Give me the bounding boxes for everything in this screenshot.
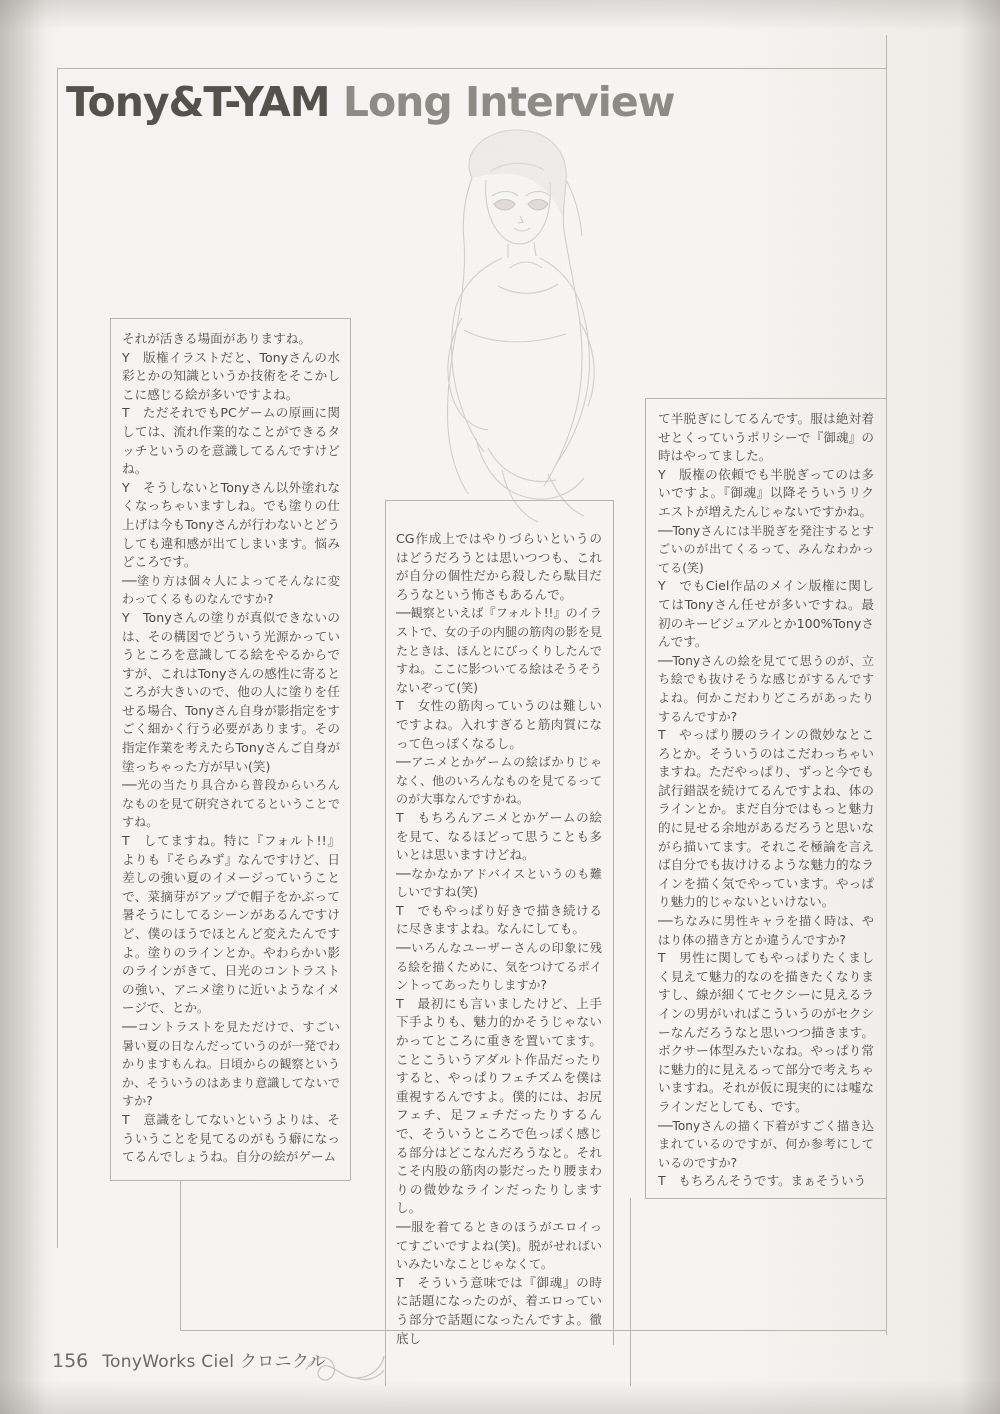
rule-bottom-left-vertical: [180, 1180, 181, 1330]
rule-left-vertical: [57, 68, 58, 1248]
paragraph: Y そうしないとTonyさん以外塗れなくなっちゃいますしね。でも塗りの仕上げは今もTonyさんが行わないとどうしても違和感が出てしまいます。悩みどころです。: [122, 479, 340, 570]
paragraph-question: ──いろんなユーザーさんの印象に残る絵を描くために、気をつけてるポイントってあったりしますか?: [396, 941, 602, 993]
folio-number: 156: [52, 1350, 89, 1372]
paragraph: T ただそれでもPCゲームの原画に関しては、流れ作業的なことができるタッチというのを意識してるんですけどね。: [122, 405, 340, 477]
paragraph-question: ──コントラストを見ただけで、すごい暑い夏の日なんだっていうのが一発でわかりますもんね。日頃からの観察というか、そういうのはあまり意識してないですか?: [122, 1019, 340, 1109]
paragraph-question: ──Tonyさんの描く下着がすごく描き込まれているのですが、何か参考にしているのですか?: [658, 1118, 874, 1170]
paragraph: T 最初にも言いましたけど、上手下手よりも、魅力的かそうじゃないかってところに重きを置いてます。ことこういうアダルト作品だったりすると、やっぱりフェチズムを僕は重視するんですよ。僕的には、お尻フェチ、足フェチだったりするんで、そういうところで色っぽく感じる部分はどこなんだろうなと。それこそ内股の筋肉の影だったり腰まわりの微妙なラインだったりしますし。: [396, 995, 602, 1216]
paragraph: て半脱ぎにしてるんです。服は絶対着せとくっていうポリシーで『御魂』の時はやってました。: [658, 411, 874, 464]
column-middle: [396, 530, 602, 1348]
page-footer: [52, 1347, 326, 1372]
paragraph: T そういう意味では『御魂』の時に話題になったのが、着エロっていう部分で話題になったんですよ。徹底し: [396, 1274, 602, 1346]
illustration-lineart: [352, 118, 682, 548]
paragraph-question: ──ちなみに男性キャラを描く時は、やはり体の描き方とか違うんですか?: [658, 914, 874, 947]
page-edge-shadow-right: [960, 0, 1000, 1414]
paragraph: T やっぱり腰のラインの微妙なところとか。そういうのはこだわっちゃいますね。ただやっぱり、ずっと今でも試行錯誤を続けてるんですよね、体のラインとか。まだ自分ではもっと魅力的に見せる余地があるだろうと思いながら描いてます。それこそ極論を言えば自分でも抜けけるような魅力的なラインを描く気でやっています。やっぱり魅力的じゃないといけない。: [658, 727, 874, 910]
paragraph-question: ──塗り方は個々人によってそんなに変わってくるものなんですか?: [122, 573, 340, 607]
paragraph-question: ──観察といえば『フォルト!!』のイラストで、女の子の内腿の筋肉の影を見たときは、ほんとにびっくりしたんですね。ここに影ついてる絵はそうそうないぞって(笑): [396, 606, 602, 695]
paragraph: T でもやっぱり好きで描き続けるに尽きますよね。なんにしても。: [396, 902, 602, 937]
paragraph-question: ──光の当たり具合から普段からいろんなものを見て研究されてるということですね。: [122, 778, 340, 830]
paragraph: T もちろんそうです。まぁそういう: [658, 1173, 867, 1189]
page-title-primary: Tony&T-YAM: [66, 78, 343, 126]
column-right: [658, 410, 874, 1191]
page-edge-shadow-left: [0, 0, 46, 1414]
paragraph: T してますね。特に『フォルト!!』よりも『そらみず』なんですけど、日差しの強い夏のイメージっていうことで、菜摘芽がアップで帽子をかぶって暑そうにしてるシーンがあるんですけど、僕のほうでほとんど変えたんですよ。塗りのラインとか。やわらかい影のラインがきて、日光のコントラストの強い、アニメ塗りに近いようなイメージで、とか。: [122, 833, 340, 1016]
paragraph: T 意識をしてないというよりは、そういうことを見てるのがもう癖になってるんでしょうね。自分の絵がゲーム: [122, 1111, 340, 1165]
rule-col-left-box-top: [110, 318, 350, 319]
page-title: [66, 78, 675, 126]
paragraph: Y 版権の依頼でも半脱ぎってのは多いですよ。『御魂』以降そういうリクエストが増えたんじゃないですかね。: [658, 466, 874, 519]
page-title-secondary: Long Interview: [342, 78, 675, 126]
rule-col-left-box-left: [110, 318, 111, 1180]
paragraph: CG作成上ではやりづらいというのはどうだろうとは思いつつも、これが自分の個性だから殺したら駄目だろうなという怖さもあるんで。: [396, 531, 602, 602]
rule-col-right-box-bottom: [645, 1198, 887, 1199]
rule-right-vertical: [886, 35, 887, 1335]
column-left: [122, 330, 340, 1167]
paragraph-question: ──服を着てるときのほうがエロイってすごいですよね(笑)。脱がせればいいみたいなことじゃなくて。: [396, 1219, 602, 1272]
page-edge-shadow-bottom: [0, 1380, 1000, 1414]
paragraph-question: ──Tonyさんの絵を見てて思うのが、立ち絵でも抜けそうな感じがするんですよね。何かこだわりどころがあったりするんですか?: [658, 653, 874, 724]
paragraph: Y 版権イラストだと、Tonyさんの水彩とかの知識というか技術をそこかしこに感じる絵が多いですよね。: [122, 349, 340, 402]
rule-col-mid-box-right: [613, 500, 614, 1345]
paragraph: それが活きる場面がありますね。: [122, 331, 311, 346]
paragraph-question: ──アニメとかゲームの絵ばかりじゃなく、他のいろんなものを見てるってのが大事なんですかね。: [396, 755, 602, 807]
rule-right-lower-vertical: [630, 1198, 631, 1386]
page-edge-shadow-top: [0, 0, 1000, 30]
paragraph: T もちろんアニメとかゲームの絵を見て、なるほどって思うことも多いとは思いますけどね。: [396, 809, 602, 863]
paragraph: Y Tonyさんの塗りが真似できないのは、その構図でどういう光源かっていうところを意識してる絵をやるからですが、これはTonyさんの感性に寄るところが大きいので、他の人に塗りを任せる場合、Tonyさん自身が影指定をすごく細かく行う必要があります。その指定作業を考えたらTonyさんご自身が塗っちゃった方が早い(笑): [122, 609, 340, 774]
rule-col-left-box-bottom: [110, 1180, 350, 1181]
paragraph: T 男性に関してもやっぱりたくましく見えて魅力的なのを描きたくなりますし、線が細くてセクシーに見えるラインの男がいればこういうのがセクシーなんだろうなと思いつつ描きます。ボクサー体型みたいなね。やっぱり常に魅力的に見えるって部分で考えちゃいますね。それが仮に現実的には嘘なラインだとしても、です。: [658, 950, 874, 1114]
paragraph: T 女性の筋肉っていうのは難しいですよね。入れすぎると筋肉質になって色っぽくなるし。: [396, 698, 602, 751]
paragraph: Y でもCiel作品のメイン版権に関してはTonyさん任せが多いですね。最初のキービジュアルとか100%Tonyさんです。: [658, 578, 874, 650]
rule-top-horizontal: [57, 68, 887, 69]
paragraph-question: ──Tonyさんには半脱ぎを発注するとすごいのが出てくるって、みんなわかってる(笑): [658, 523, 874, 575]
paragraph-question: ──なかなかアドバイスというのも難しいですね(笑): [396, 866, 602, 900]
footer-book-title: TonyWorks Ciel クロニクル: [102, 1352, 326, 1372]
rule-col-mid-box-left: [385, 500, 386, 1345]
rule-col-left-box-right: [350, 318, 351, 1180]
